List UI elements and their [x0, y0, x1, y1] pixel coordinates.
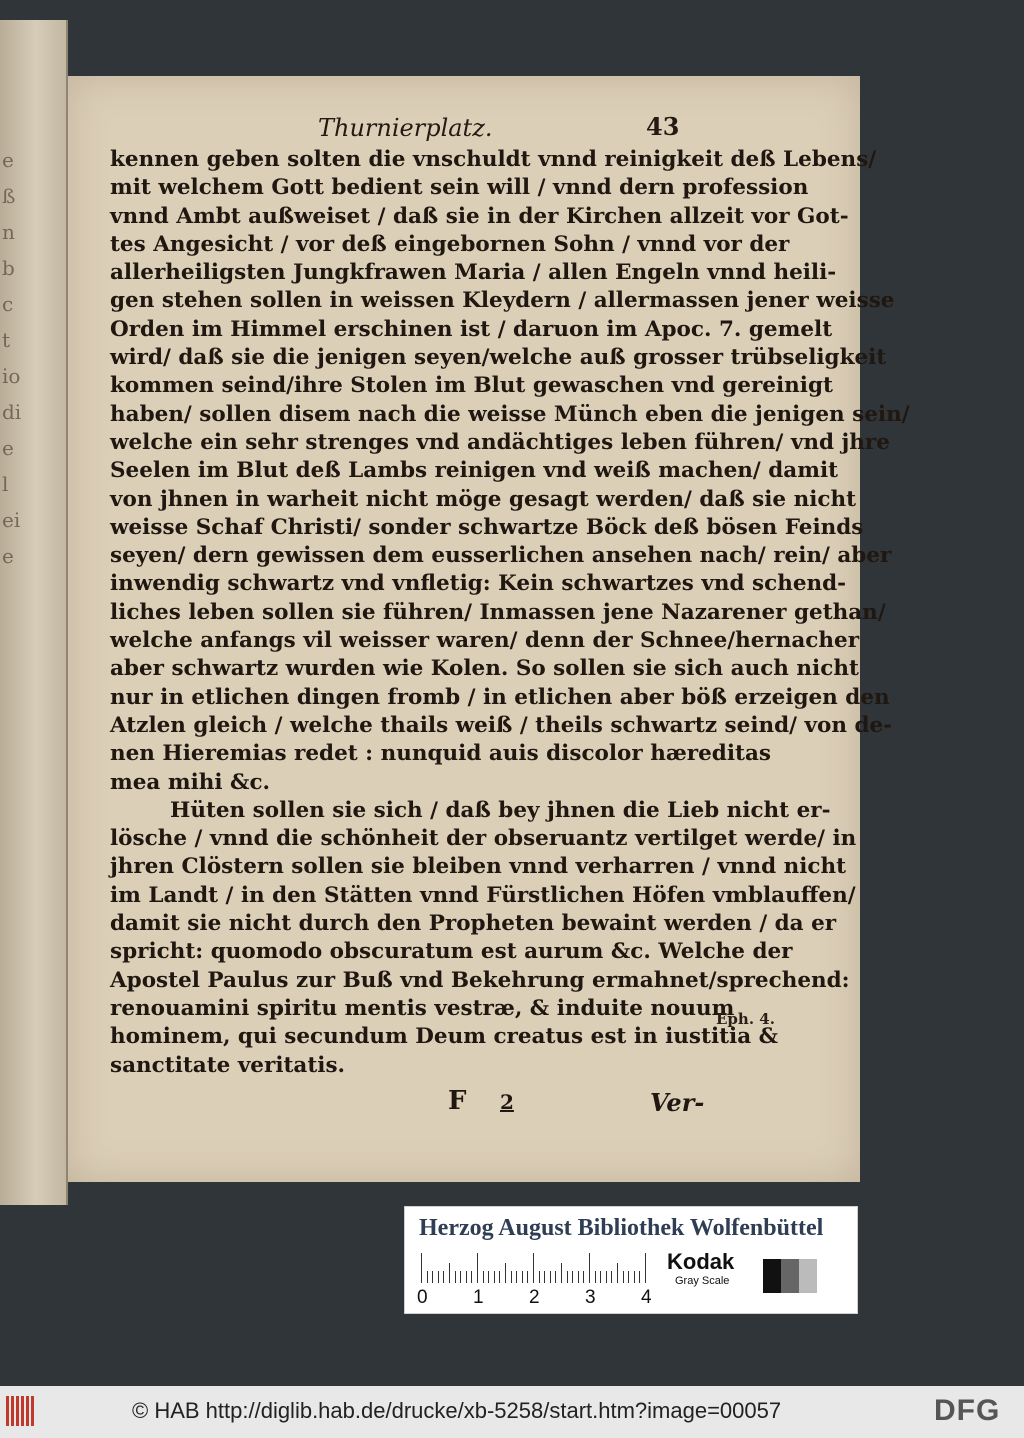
signature-number: 2	[500, 1090, 514, 1114]
ruler-number: 2	[529, 1287, 540, 1308]
catchword: Ver-	[650, 1088, 705, 1117]
text-line: kennen geben solten die vnschuldt vnnd reinigkeit deß Lebens/	[110, 147, 877, 172]
text-line: seyen/ dern gewissen dem eusserlichen ansehen nach/ rein/ aber	[110, 543, 892, 569]
prev-page-glyph: l	[2, 472, 9, 496]
text-line: sanctitate veritatis.	[110, 1052, 346, 1078]
text-line: welche ein sehr strenges vnd andächtiges leben führen/ vnd jhre	[110, 429, 890, 455]
ruler-number: 1	[473, 1287, 484, 1308]
text-line: nur in etlichen dingen fromb / in etlichen aber böß erzeigen den	[110, 684, 890, 710]
ruler-tick	[443, 1271, 444, 1283]
ruler-tick	[455, 1271, 456, 1283]
text-line: lösche / vnnd die schönheit der obseruantz vertilget werde/ in	[110, 826, 857, 852]
prev-page-glyph: e	[2, 544, 14, 568]
ruler-tick	[606, 1271, 607, 1283]
ruler-tick	[645, 1253, 646, 1283]
text-line: von jhnen in warheit nicht möge gesagt werden/ daß sie nicht	[110, 486, 857, 512]
scale-ruler	[421, 1253, 653, 1283]
ruler-tick	[516, 1271, 517, 1283]
text-line: spricht: quomodo obscuratum est aurum &c. Welche der	[110, 939, 793, 965]
ruler-tick	[427, 1271, 428, 1283]
book-page	[68, 76, 910, 1182]
prev-page-glyph: di	[2, 400, 22, 424]
gray-patch-light	[799, 1259, 817, 1293]
prev-page-glyph: b	[2, 256, 15, 280]
gray-patch-dark	[763, 1259, 781, 1293]
text-line: renouamini spiritu mentis vestræ, & induite nouum	[110, 995, 735, 1021]
previous-page-edge	[0, 20, 68, 1205]
ruler-tick	[555, 1271, 556, 1283]
text-line: welche anfangs vil weisser waren/ denn der Schnee/hernacher	[110, 628, 860, 654]
copyright-link[interactable]: © HAB http://diglib.hab.de/drucke/xb-5258/start.htm?image=00057	[132, 1398, 782, 1423]
text-line: hominem, qui secundum Deum creatus est in iustitia &	[110, 1024, 779, 1050]
text-line: nen Hieremias redet : nunquid auis discolor hæreditas	[110, 741, 771, 767]
ruler-tick	[550, 1271, 551, 1283]
text-line: liches leben sollen sie führen/ Inmassen jene Nazarener gethan/	[110, 599, 886, 625]
ruler-tick	[522, 1271, 523, 1283]
ruler-tick	[539, 1271, 540, 1283]
text-line: damit sie nicht durch den Propheten bewaint werden / da er	[110, 911, 837, 937]
library-title: Herzog August Bibliothek Wolfenbüttel	[419, 1215, 824, 1241]
gray-patch-mid	[781, 1259, 799, 1293]
ruler-tick	[505, 1263, 506, 1283]
prev-page-glyph: ß	[2, 184, 16, 208]
ruler-tick	[611, 1271, 612, 1283]
prev-page-glyph: n	[2, 220, 15, 244]
kodak-logo: Kodak	[667, 1249, 735, 1274]
ruler-tick	[639, 1271, 640, 1283]
text-line: Hüten sollen sie sich / daß bey jhnen die Lieb nicht er-	[170, 797, 831, 823]
ruler-tick	[432, 1271, 433, 1283]
text-line: vnnd Ambt außweiset / daß sie in der Kirchen allzeit vor Got-	[110, 203, 849, 229]
ruler-tick	[483, 1271, 484, 1283]
ruler-tick	[617, 1263, 618, 1283]
prev-page-glyph: t	[2, 328, 11, 352]
prev-page-glyph: e	[2, 148, 14, 172]
ruler-tick	[494, 1271, 495, 1283]
ruler-number: 0	[417, 1287, 428, 1308]
text-line: jhren Clöstern sollen sie bleiben vnnd verharren / vnnd nicht	[110, 854, 847, 880]
library-label	[404, 1206, 858, 1314]
ruler-tick	[471, 1271, 472, 1283]
ruler-tick	[421, 1253, 422, 1283]
text-line: haben/ sollen disem nach die weisse Münch eben die jenigen sein/	[110, 401, 910, 427]
ruler-number: 4	[641, 1287, 652, 1308]
ruler-tick	[561, 1263, 562, 1283]
ruler-tick	[511, 1271, 512, 1283]
ruler-tick	[466, 1271, 467, 1283]
text-line: gen stehen sollen in weissen Kleydern / allermassen jener weisse	[110, 288, 895, 314]
text-line: Seelen im Blut deß Lambs reinigen vnd weiß machen/ damit	[110, 458, 839, 484]
running-head-title: Thurnierplatz.	[318, 114, 493, 142]
text-line: allerheiligsten Jungkfrawen Maria / allen Engeln vnnd heili-	[110, 260, 837, 286]
ruler-tick	[623, 1271, 624, 1283]
text-line: Apostel Paulus zur Buß vnd Bekehrung ermahnet/sprechend:	[110, 967, 850, 993]
text-line: Orden im Himmel erschinen ist / daruon im Apoc. 7. gemelt	[110, 316, 833, 342]
ruler-tick	[477, 1253, 478, 1283]
ruler-tick	[634, 1271, 635, 1283]
ruler-tick	[438, 1271, 439, 1283]
ruler-tick	[595, 1271, 596, 1283]
ruler-tick	[600, 1271, 601, 1283]
ruler-tick	[578, 1271, 579, 1283]
margin-note: Eph. 4.	[716, 1010, 775, 1028]
text-line: inwendig schwartz vnd vnfletig: Kein schwartzes vnd schend-	[110, 571, 847, 597]
ruler-tick	[527, 1271, 528, 1283]
prev-page-glyph: c	[2, 292, 14, 316]
ruler-tick	[533, 1253, 534, 1283]
ruler-number: 3	[585, 1287, 596, 1308]
prev-page-glyph: ei	[2, 508, 21, 532]
signature-mark: F	[448, 1086, 467, 1116]
ruler-tick	[449, 1263, 450, 1283]
dfg-logo: DFG	[934, 1394, 1001, 1427]
text-line: kommen seind/ihre Stolen im Blut gewaschen vnd gereinigt	[110, 373, 833, 399]
text-line: Atzlen gleich / welche thails weiß / theils schwartz seind/ von de-	[110, 712, 893, 738]
gray-scale-label: Gray Scale	[675, 1275, 730, 1287]
text-line: weisse Schaf Christi/ sonder schwartze Böck deß bösen Feinds	[110, 514, 864, 540]
text-line: mea mihi &c.	[110, 769, 271, 795]
signature-line	[448, 1086, 748, 1126]
text-line: mit welchem Gott bedient sein will / vnnd dern profession	[110, 175, 809, 201]
ruler-tick	[583, 1271, 584, 1283]
page-number: 43	[646, 112, 680, 141]
prev-page-glyph: e	[2, 436, 14, 460]
ruler-tick	[544, 1271, 545, 1283]
ruler-tick	[460, 1271, 461, 1283]
hab-logo-icon	[6, 1396, 36, 1426]
text-line: im Landt / in den Stätten vnnd Fürstlichen Höfen vmblauffen/	[110, 882, 856, 908]
ruler-tick	[499, 1271, 500, 1283]
viewer-footer	[0, 1386, 1024, 1438]
text-line: wird/ daß sie die jenigen seyen/welche auß grosser trübseligkeit	[110, 345, 887, 371]
prev-page-glyph: io	[2, 364, 21, 388]
ruler-tick	[589, 1253, 590, 1283]
ruler-tick	[628, 1271, 629, 1283]
text-line: aber schwartz wurden wie Kolen. So sollen sie sich auch nicht	[110, 656, 859, 682]
ruler-tick	[488, 1271, 489, 1283]
ruler-tick	[567, 1271, 568, 1283]
ruler-tick	[572, 1271, 573, 1283]
running-head	[68, 112, 860, 148]
text-line: tes Angesicht / vor deß eingebornen Sohn / vnnd vor der	[110, 231, 790, 257]
